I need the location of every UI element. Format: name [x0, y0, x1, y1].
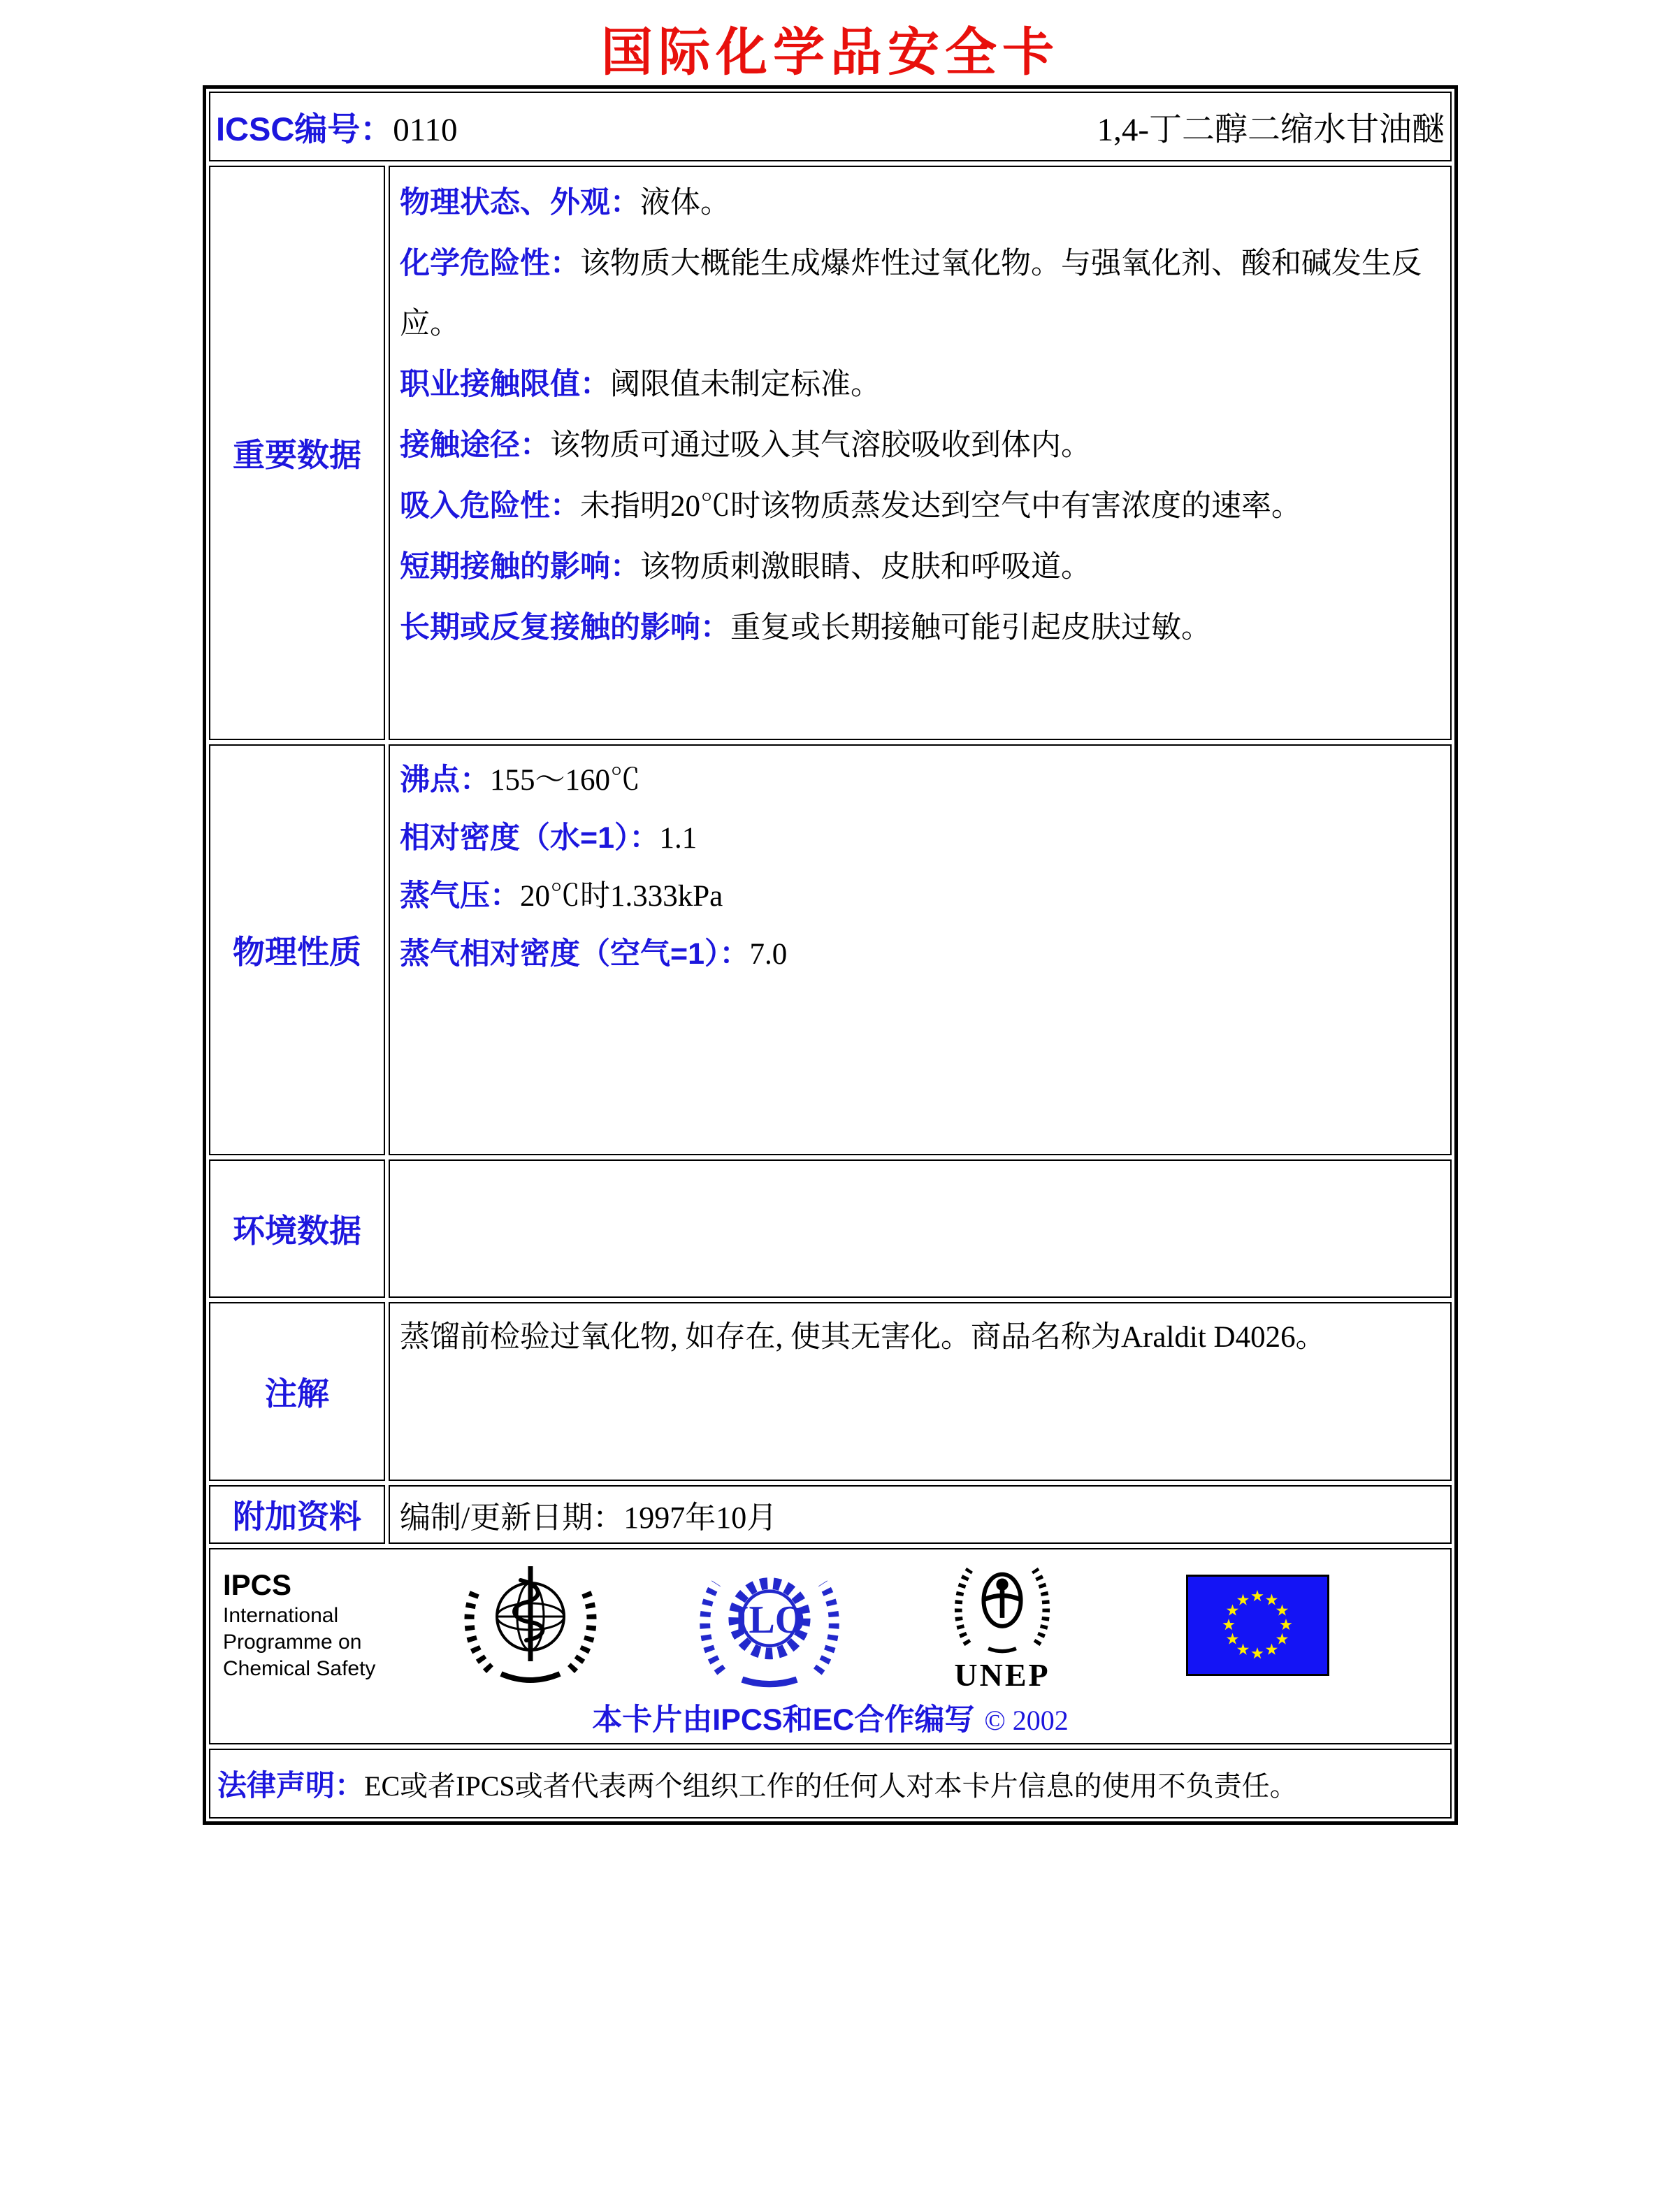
ipcs-line: Programme on — [223, 1631, 362, 1654]
important-data-label-cell — [209, 166, 385, 740]
ipcs-line: International — [223, 1604, 339, 1627]
icsc-number-value: 0110 — [393, 111, 458, 148]
important-item — [400, 354, 1440, 415]
section-label-important: 重要数据 — [233, 437, 361, 473]
item-text: 该物质刺激眼睛、皮肤和呼吸道。 — [640, 551, 1091, 584]
environmental-data-row — [209, 1159, 1452, 1298]
important-item — [400, 537, 1440, 598]
item-label: 吸入危险性： — [400, 489, 580, 523]
important-item — [400, 415, 1440, 476]
physical-item — [400, 751, 1440, 809]
important-item — [400, 476, 1440, 537]
physical-item — [400, 925, 1440, 983]
ilo-letters: ILO — [733, 1598, 806, 1642]
header-cell — [209, 92, 1452, 161]
section-label-physical: 物理性质 — [233, 934, 361, 970]
legal-cell — [209, 1749, 1452, 1819]
header-row — [209, 92, 1452, 161]
physical-properties-label-cell — [209, 744, 385, 1155]
item-label: 接触途径： — [400, 428, 550, 462]
item-text: 液体。 — [640, 187, 730, 219]
chemical-name: 1,4-丁二醇二缩水甘油醚 — [1097, 111, 1445, 148]
ilo-icon — [695, 1560, 844, 1690]
item-text: 重复或长期接触可能引起皮肤过敏。 — [730, 612, 1211, 644]
page-title: 国际化学品安全卡 — [601, 22, 1060, 82]
icsc-number-label: ICSC编号： — [216, 110, 393, 147]
additional-info-label-cell — [209, 1485, 385, 1544]
item-text: 未指明20℃时该物质蒸发达到空气中有害浓度的速率。 — [580, 490, 1301, 523]
logos-row — [209, 1548, 1452, 1744]
physical-properties-row — [209, 744, 1452, 1155]
physical-item — [400, 867, 1440, 925]
item-label: 沸点： — [400, 763, 490, 797]
physical-item — [400, 809, 1440, 867]
ipcs-line: Chemical Safety — [223, 1657, 376, 1680]
legal-row — [209, 1749, 1452, 1819]
section-label-notes: 注解 — [265, 1375, 329, 1412]
item-text: 20℃时1.333kPa — [520, 880, 723, 913]
item-label: 长期或反复接触的影响： — [400, 611, 730, 644]
item-label: 短期接触的影响： — [400, 550, 640, 584]
physical-properties-content — [389, 744, 1452, 1155]
item-label: 蒸气压： — [400, 879, 520, 913]
notes-text: 蒸馏前检验过氧化物, 如存在, 使其无害化。商品名称为Araldit D4026。 — [400, 1321, 1326, 1354]
item-text: 7.0 — [749, 938, 788, 971]
ipcs-text-block — [223, 1568, 403, 1682]
important-data-content — [389, 166, 1452, 740]
legal-text: EC或者IPCS或者代表两个组织工作的任何人对本卡片信息的使用不负责任。 — [364, 1770, 1298, 1802]
additional-info-content — [389, 1485, 1452, 1544]
item-text: 该物质可通过吸入其气溶胶吸收到体内。 — [550, 429, 1091, 462]
cooperation-caption — [210, 1696, 1450, 1739]
notes-row — [209, 1302, 1452, 1481]
item-text: 阈限值未制定标准。 — [610, 368, 881, 401]
environmental-data-label-cell — [209, 1159, 385, 1298]
logos-strip — [210, 1556, 1450, 1693]
who-icon — [461, 1558, 600, 1692]
item-text: 1.1 — [659, 822, 698, 855]
notes-label-cell — [209, 1302, 385, 1481]
item-text: 155～160℃ — [490, 764, 640, 797]
legal-label: 法律声明： — [217, 1769, 365, 1802]
update-date-text: 编制/更新日期：1997年10月 — [400, 1501, 778, 1535]
icsc-card — [203, 85, 1458, 1825]
important-data-row — [209, 166, 1452, 740]
item-label: 职业接触限值： — [400, 368, 610, 401]
section-label-environment: 环境数据 — [233, 1213, 361, 1249]
unep-block — [922, 1559, 1083, 1692]
important-item — [400, 233, 1440, 354]
unep-icon — [943, 1559, 1062, 1655]
item-label: 相对密度（水=1）： — [400, 821, 660, 855]
important-item — [400, 173, 1440, 233]
caption-text: 本卡片由IPCS和EC合作编写 — [592, 1703, 975, 1737]
unep-wordmark: UNEP — [954, 1656, 1050, 1693]
item-label: 物理状态、外观： — [400, 186, 640, 219]
notes-content — [389, 1302, 1452, 1481]
additional-info-row — [209, 1485, 1452, 1544]
eu-flag-icon — [1186, 1575, 1329, 1676]
section-label-additional: 附加资料 — [233, 1498, 361, 1535]
icsc-number-group — [216, 103, 458, 150]
item-label: 蒸气相对密度（空气=1）： — [400, 937, 750, 971]
ipcs-acronym: IPCS — [223, 1568, 292, 1601]
important-item — [400, 598, 1440, 658]
copyright-text: © 2002 — [984, 1705, 1069, 1736]
item-text: 该物质大概能生成爆炸性过氧化物。与强氧化剂、酸和碱发生反应。 — [400, 247, 1422, 340]
logos-cell — [209, 1548, 1452, 1744]
item-label: 化学危险性： — [400, 247, 580, 280]
environmental-data-content — [389, 1159, 1452, 1298]
